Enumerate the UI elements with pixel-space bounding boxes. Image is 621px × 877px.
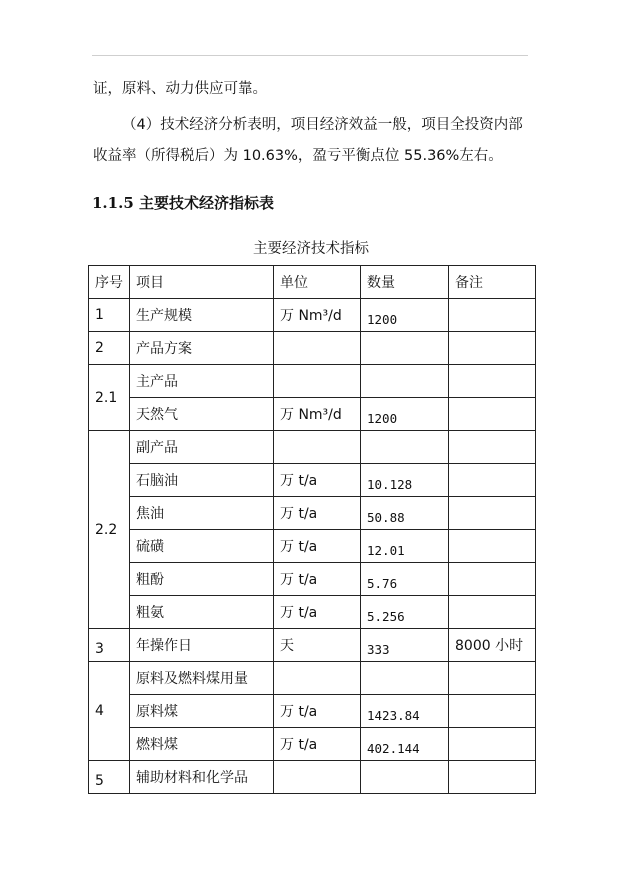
no-value: 5 — [95, 773, 104, 789]
cell-note — [449, 761, 536, 794]
section-heading: 1.1.5 主要技术经济指标表 — [92, 194, 274, 212]
cell-no-merged: 2.2 — [89, 431, 130, 629]
cell-item: 燃料煤 — [130, 728, 274, 761]
table-row — [89, 431, 536, 464]
qty-value: 10.128 — [367, 476, 413, 492]
cell-note — [449, 299, 536, 332]
header-cell-unit: 单位 — [274, 266, 361, 299]
qty-value: 333 — [367, 641, 390, 657]
cell-note — [449, 431, 536, 464]
cell-item: 硫磺 — [130, 530, 274, 563]
table-row — [89, 464, 536, 497]
cell-item: 粗酚 — [130, 563, 274, 596]
qty-value: 1200 — [367, 311, 398, 327]
cell-unit: 万 t/a — [274, 563, 361, 596]
indicators-table — [88, 265, 536, 794]
header-cell-item: 项目 — [130, 266, 274, 299]
cell-unit — [274, 761, 361, 794]
cell-unit — [274, 431, 361, 464]
cell-note — [449, 662, 536, 695]
cell-item: 主产品 — [130, 365, 274, 398]
cell-qty — [361, 596, 449, 629]
cell-unit: 天 — [274, 629, 361, 662]
cell-item: 生产规模 — [130, 299, 274, 332]
cell-qty — [361, 365, 449, 398]
paragraph-line-1: 证，原料、动力供应可靠。 — [93, 81, 267, 97]
cell-no: 2 — [89, 332, 130, 365]
cell-note — [449, 398, 536, 431]
cell-unit: 万 t/a — [274, 596, 361, 629]
cell-unit — [274, 365, 361, 398]
table-caption: 主要经济技术指标 — [253, 241, 369, 257]
cell-qty — [361, 299, 449, 332]
cell-item: 粗氨 — [130, 596, 274, 629]
cell-qty — [361, 530, 449, 563]
table-row — [89, 530, 536, 563]
table-row — [89, 332, 536, 365]
cell-item: 辅助材料和化学品 — [130, 761, 274, 794]
cell-note — [449, 563, 536, 596]
cell-note — [449, 728, 536, 761]
table-row — [89, 728, 536, 761]
cell-qty — [361, 563, 449, 596]
qty-value: 5.76 — [367, 575, 398, 591]
cell-unit — [274, 662, 361, 695]
cell-qty — [361, 332, 449, 365]
table-row — [89, 761, 536, 794]
no-value: 3 — [95, 641, 104, 657]
table-row — [89, 365, 536, 398]
cell-unit: 万 t/a — [274, 464, 361, 497]
table-row — [89, 299, 536, 332]
cell-note — [449, 332, 536, 365]
cell-unit: 万 t/a — [274, 530, 361, 563]
cell-note: 8000 小时 — [449, 629, 536, 662]
cell-qty — [361, 497, 449, 530]
cell-qty — [361, 629, 449, 662]
table-row — [89, 596, 536, 629]
cell-unit — [274, 332, 361, 365]
qty-value: 50.88 — [367, 509, 405, 525]
cell-qty — [361, 728, 449, 761]
qty-value: 402.144 — [367, 740, 420, 756]
cell-no — [89, 761, 130, 794]
header-cell-note: 备注 — [449, 266, 536, 299]
cell-no — [89, 629, 130, 662]
qty-value: 1200 — [367, 410, 398, 426]
cell-qty — [361, 761, 449, 794]
qty-value: 5.256 — [367, 608, 405, 624]
cell-unit: 万 t/a — [274, 497, 361, 530]
page-header-rule — [92, 55, 528, 56]
cell-note — [449, 695, 536, 728]
qty-value: 12.01 — [367, 542, 405, 558]
cell-no: 1 — [89, 299, 130, 332]
table-row — [89, 497, 536, 530]
cell-item: 产品方案 — [130, 332, 274, 365]
table-row — [89, 629, 536, 662]
cell-unit: 万 Nm³/d — [274, 398, 361, 431]
cell-qty — [361, 398, 449, 431]
table-header-row — [89, 266, 536, 299]
cell-item: 副产品 — [130, 431, 274, 464]
cell-no-merged: 2.1 — [89, 365, 130, 431]
table-row — [89, 398, 536, 431]
cell-unit: 万 t/a — [274, 695, 361, 728]
header-cell-no: 序号 — [89, 266, 130, 299]
cell-item: 天然气 — [130, 398, 274, 431]
cell-qty — [361, 662, 449, 695]
cell-note — [449, 596, 536, 629]
cell-item: 年操作日 — [130, 629, 274, 662]
cell-qty — [361, 464, 449, 497]
cell-no-merged: 4 — [89, 662, 130, 761]
table-row — [89, 695, 536, 728]
cell-note — [449, 365, 536, 398]
cell-item: 焦油 — [130, 497, 274, 530]
cell-qty — [361, 695, 449, 728]
paragraph-line-3: 收益率（所得税后）为 10.63%，盈亏平衡点位 55.36%左右。 — [93, 148, 503, 164]
qty-value: 1423.84 — [367, 707, 420, 723]
cell-item: 原料煤 — [130, 695, 274, 728]
paragraph-line-2: （4）技术经济分析表明，项目经济效益一般，项目全投资内部 — [122, 117, 523, 133]
table-row — [89, 662, 536, 695]
table-row — [89, 563, 536, 596]
header-cell-qty: 数量 — [361, 266, 449, 299]
cell-qty — [361, 431, 449, 464]
cell-unit: 万 Nm³/d — [274, 299, 361, 332]
cell-unit: 万 t/a — [274, 728, 361, 761]
cell-item: 原料及燃料煤用量 — [130, 662, 274, 695]
cell-item: 石脑油 — [130, 464, 274, 497]
cell-note — [449, 530, 536, 563]
cell-note — [449, 497, 536, 530]
cell-note — [449, 464, 536, 497]
